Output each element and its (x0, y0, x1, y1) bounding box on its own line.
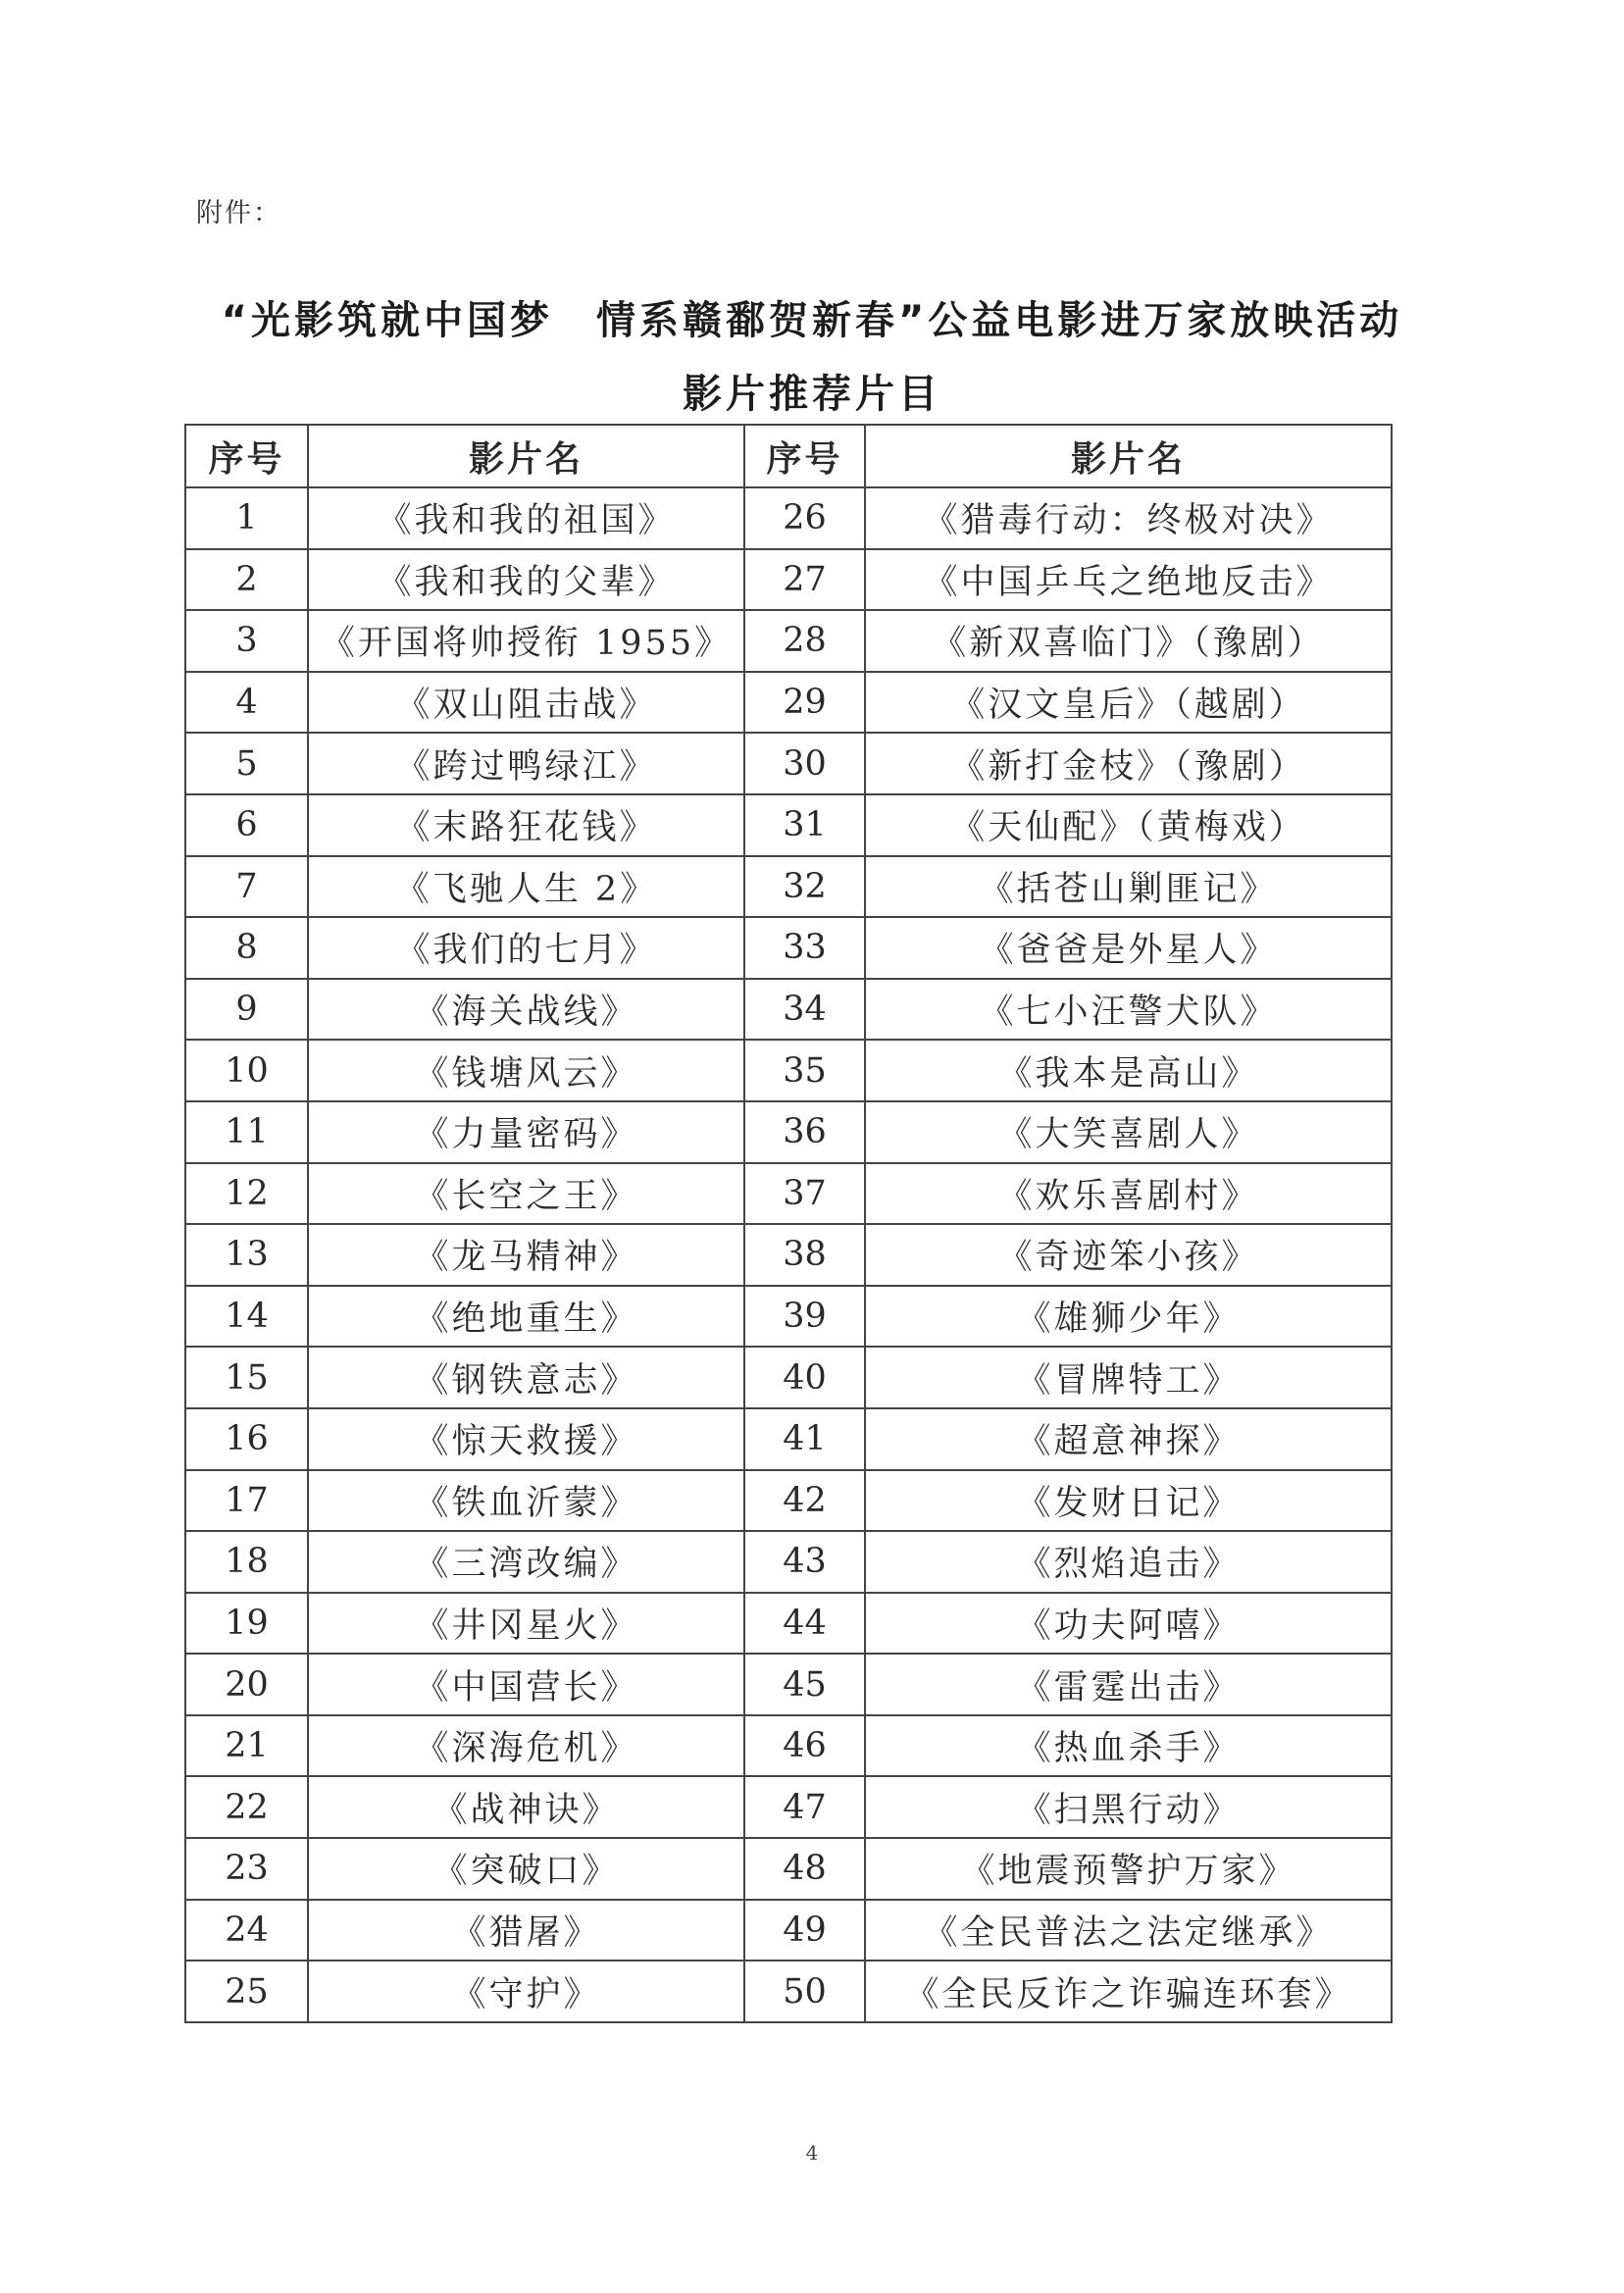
row-number: 12 (185, 1163, 308, 1225)
film-title: 《七小汪警犬队》 (865, 979, 1392, 1041)
film-title: 《热血杀手》 (865, 1715, 1392, 1777)
film-title: 《天仙配》（黄梅戏） (865, 794, 1392, 856)
film-title: 《绝地重生》 (308, 1286, 744, 1348)
row-number: 48 (744, 1838, 865, 1900)
header-num: 序号 (185, 425, 308, 487)
row-number: 20 (185, 1654, 308, 1715)
table-row (185, 1776, 1392, 1838)
row-number: 17 (185, 1470, 308, 1532)
row-number: 49 (744, 1900, 865, 1962)
table-row (185, 549, 1392, 611)
table-row (185, 733, 1392, 794)
film-title: 《猎毒行动：终极对决》 (865, 487, 1392, 549)
table-row (185, 1163, 1392, 1225)
table-row (185, 1715, 1392, 1777)
table-row (185, 1286, 1392, 1348)
table-row (185, 1040, 1392, 1101)
film-title: 《欢乐喜剧村》 (865, 1163, 1392, 1225)
row-number: 29 (744, 672, 865, 734)
film-title: 《开国将帅授衔 1955》 (308, 610, 744, 672)
header-name: 影片名 (308, 425, 744, 487)
film-title: 《中国乒乓之绝地反击》 (865, 549, 1392, 611)
header-name-2: 影片名 (865, 425, 1392, 487)
row-number: 37 (744, 1163, 865, 1225)
row-number: 6 (185, 794, 308, 856)
table-row (185, 1900, 1392, 1962)
film-title: 《我们的七月》 (308, 917, 744, 979)
table-row (185, 1961, 1392, 2022)
row-number: 26 (744, 487, 865, 549)
table-row (185, 979, 1392, 1041)
film-title: 《井冈星火》 (308, 1593, 744, 1655)
row-number: 30 (744, 733, 865, 794)
row-number: 47 (744, 1776, 865, 1838)
film-title: 《冒牌特工》 (865, 1347, 1392, 1408)
table-row (185, 1347, 1392, 1408)
film-title: 《力量密码》 (308, 1101, 744, 1163)
row-number: 44 (744, 1593, 865, 1655)
row-number: 27 (744, 549, 865, 611)
row-number: 33 (744, 917, 865, 979)
row-number: 41 (744, 1408, 865, 1470)
film-title: 《突破口》 (308, 1838, 744, 1900)
film-title: 《飞驰人生 2》 (308, 856, 744, 918)
document-title: “光影筑就中国梦 情系赣鄱贺新春”公益电影进万家放映活动 (221, 298, 1403, 343)
row-number: 24 (185, 1900, 308, 1962)
film-title: 《我和我的父辈》 (308, 549, 744, 611)
row-number: 22 (185, 1776, 308, 1838)
row-number: 16 (185, 1408, 308, 1470)
film-title: 《爸爸是外星人》 (865, 917, 1392, 979)
film-title: 《奇迹笨小孩》 (865, 1224, 1392, 1286)
film-title: 《全民反诈之诈骗连环套》 (865, 1961, 1392, 2022)
film-title: 《全民普法之法定继承》 (865, 1900, 1392, 1962)
row-number: 8 (185, 917, 308, 979)
film-title: 《扫黑行动》 (865, 1776, 1392, 1838)
row-number: 9 (185, 979, 308, 1041)
attachment-label: 附件： (196, 198, 281, 229)
film-title: 《长空之王》 (308, 1163, 744, 1225)
table-body (185, 487, 1392, 2022)
film-title: 《钢铁意志》 (308, 1347, 744, 1408)
row-number: 32 (744, 856, 865, 918)
film-title: 《中国营长》 (308, 1654, 744, 1715)
film-title: 《括苍山剿匪记》 (865, 856, 1392, 918)
film-title: 《我本是高山》 (865, 1040, 1392, 1101)
table-row (185, 1224, 1392, 1286)
table-row (185, 1408, 1392, 1470)
table-row (185, 1654, 1392, 1715)
film-title: 《地震预警护万家》 (865, 1838, 1392, 1900)
table-row (185, 672, 1392, 734)
table-row (185, 487, 1392, 549)
film-title: 《龙马精神》 (308, 1224, 744, 1286)
row-number: 4 (185, 672, 308, 734)
film-title: 《烈焰追击》 (865, 1531, 1392, 1593)
row-number: 46 (744, 1715, 865, 1777)
table-row (185, 1531, 1392, 1593)
table-row (185, 610, 1392, 672)
film-title: 《新双喜临门》（豫剧） (865, 610, 1392, 672)
film-title: 《深海危机》 (308, 1715, 744, 1777)
row-number: 28 (744, 610, 865, 672)
row-number: 1 (185, 487, 308, 549)
film-title: 《新打金枝》（豫剧） (865, 733, 1392, 794)
page-number: 4 (805, 2141, 819, 2165)
film-title: 《雄狮少年》 (865, 1286, 1392, 1348)
row-number: 3 (185, 610, 308, 672)
film-title: 《猎屠》 (308, 1900, 744, 1962)
document-subtitle: 影片推荐片目 (683, 372, 941, 417)
row-number: 7 (185, 856, 308, 918)
row-number: 50 (744, 1961, 865, 2022)
header-num-2: 序号 (744, 425, 865, 487)
film-title: 《汉文皇后》（越剧） (865, 672, 1392, 734)
film-title: 《双山阻击战》 (308, 672, 744, 734)
row-number: 35 (744, 1040, 865, 1101)
row-number: 10 (185, 1040, 308, 1101)
film-title: 《超意神探》 (865, 1408, 1392, 1470)
table-row (185, 1101, 1392, 1163)
row-number: 23 (185, 1838, 308, 1900)
film-title: 《守护》 (308, 1961, 744, 2022)
row-number: 42 (744, 1470, 865, 1532)
row-number: 14 (185, 1286, 308, 1348)
film-title: 《钱塘风云》 (308, 1040, 744, 1101)
film-title: 《铁血沂蒙》 (308, 1470, 744, 1532)
film-title: 《大笑喜剧人》 (865, 1101, 1392, 1163)
row-number: 19 (185, 1593, 308, 1655)
film-title: 《功夫阿嘻》 (865, 1593, 1392, 1655)
film-title: 《雷霆出击》 (865, 1654, 1392, 1715)
table-row (185, 794, 1392, 856)
row-number: 39 (744, 1286, 865, 1348)
film-title: 《跨过鸭绿江》 (308, 733, 744, 794)
row-number: 34 (744, 979, 865, 1041)
row-number: 31 (744, 794, 865, 856)
row-number: 15 (185, 1347, 308, 1408)
film-title: 《末路狂花钱》 (308, 794, 744, 856)
film-title: 《三湾改编》 (308, 1531, 744, 1593)
table-row (185, 856, 1392, 918)
row-number: 38 (744, 1224, 865, 1286)
table-row (185, 917, 1392, 979)
table-row (185, 1838, 1392, 1900)
film-title: 《发财日记》 (865, 1470, 1392, 1532)
row-number: 36 (744, 1101, 865, 1163)
film-title: 《海关战线》 (308, 979, 744, 1041)
row-number: 25 (185, 1961, 308, 2022)
film-title: 《战神诀》 (308, 1776, 744, 1838)
film-list-table (184, 424, 1393, 2023)
film-title: 《惊天救援》 (308, 1408, 744, 1470)
row-number: 21 (185, 1715, 308, 1777)
film-title: 《我和我的祖国》 (308, 487, 744, 549)
row-number: 43 (744, 1531, 865, 1593)
row-number: 13 (185, 1224, 308, 1286)
row-number: 2 (185, 549, 308, 611)
row-number: 40 (744, 1347, 865, 1408)
row-number: 18 (185, 1531, 308, 1593)
table-row (185, 1470, 1392, 1532)
table-row (185, 1593, 1392, 1655)
row-number: 5 (185, 733, 308, 794)
row-number: 11 (185, 1101, 308, 1163)
table-header-row (185, 425, 1392, 487)
row-number: 45 (744, 1654, 865, 1715)
